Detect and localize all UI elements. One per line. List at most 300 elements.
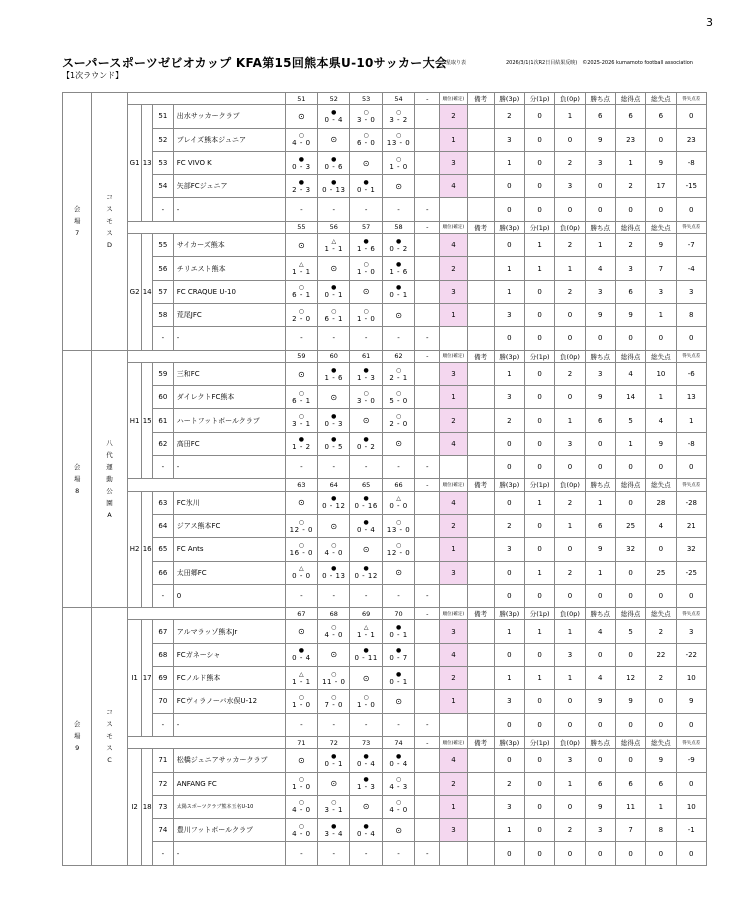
table-row <box>63 713 707 736</box>
table-row <box>63 386 707 409</box>
result-mark: ● <box>331 413 337 421</box>
stat-value: 9 <box>585 538 615 561</box>
match-result: - <box>285 456 317 479</box>
match-score: 0 - 4 <box>324 115 343 124</box>
match-score: 1 - 0 <box>292 700 311 709</box>
result-mark: ○ <box>363 108 369 116</box>
result-mark: ● <box>331 155 337 163</box>
match-score: 2 - 3 <box>292 185 311 194</box>
stat-value: 0 <box>494 175 524 198</box>
stat-header: 勝(3p) <box>494 736 524 748</box>
stat-value: 1 <box>555 514 585 537</box>
match-result <box>382 749 414 772</box>
stat-value: 0 <box>494 234 524 257</box>
match-number-header: 53 <box>350 93 382 105</box>
match-result: - <box>285 327 317 350</box>
stat-value: 6 <box>585 772 615 795</box>
match-score: 2 - 1 <box>389 373 408 382</box>
team-id: 52 <box>152 128 173 151</box>
result-mark: ● <box>298 178 304 186</box>
match-score: 1 - 1 <box>292 268 311 277</box>
match-result <box>415 690 440 713</box>
match-result <box>382 257 414 280</box>
stat-value: 0 <box>525 713 555 736</box>
rank-cell: 2 <box>440 105 467 128</box>
rank-cell: 4 <box>440 175 467 198</box>
stat-header: 備考 <box>467 479 494 491</box>
match-result: - <box>285 198 317 221</box>
team-name: - <box>173 327 285 350</box>
rank-cell: 4 <box>440 749 467 772</box>
match-result <box>382 128 414 151</box>
stat-header: 勝ち点 <box>585 350 615 362</box>
stat-value: 2 <box>494 105 524 128</box>
team-id: - <box>152 198 173 221</box>
stat-value: 0 <box>494 456 524 479</box>
match-score: 11 - 0 <box>322 677 346 686</box>
stat-value: 1 <box>494 819 524 842</box>
stat-value: 6 <box>585 514 615 537</box>
match-result <box>350 772 382 795</box>
table-row <box>63 620 707 643</box>
stat-header: 順位(確定) <box>440 350 467 362</box>
result-mark: △ <box>299 670 304 678</box>
rank-cell: 4 <box>440 234 467 257</box>
stat-value: 0 <box>525 280 555 303</box>
group-header-blank <box>127 736 285 748</box>
header-date-copyright: 2026/3/1(1次R2日目結果反映) ©2025-2026 kumamoto football association <box>506 60 693 66</box>
stat-value: 9 <box>585 690 615 713</box>
match-score: 16 - 0 <box>289 548 314 557</box>
team-id: 55 <box>152 234 173 257</box>
note-cell <box>467 584 494 607</box>
table-row <box>63 491 707 514</box>
match-result <box>350 234 382 257</box>
match-score: 3 - 0 <box>356 396 376 405</box>
stat-value: 0 <box>676 713 706 736</box>
stat-value: 9 <box>585 386 615 409</box>
stat-value: -8 <box>676 151 706 174</box>
match-result <box>382 234 414 257</box>
stat-header: 負(0p) <box>555 608 585 620</box>
match-result <box>318 561 350 584</box>
match-score: 0 - 4 <box>356 525 376 534</box>
rank-cell: 2 <box>440 667 467 690</box>
match-score: 7 - 0 <box>324 700 343 709</box>
match-result <box>415 643 440 666</box>
match-score: 1 - 3 <box>356 373 376 382</box>
stat-header: 得失点差 <box>676 736 706 748</box>
stat-value: 7 <box>646 257 676 280</box>
stat-value: 3 <box>676 280 706 303</box>
match-result: - <box>415 456 440 479</box>
self-match-icon: ⊙ <box>285 749 317 772</box>
stat-value: -9 <box>676 749 706 772</box>
stat-header: 勝ち点 <box>585 608 615 620</box>
stat-header: 順位(確定) <box>440 221 467 233</box>
team-id: 62 <box>152 432 173 455</box>
result-mark: ● <box>331 436 337 444</box>
table-row <box>63 175 707 198</box>
court-cell: コ ス モ ス C <box>92 608 128 866</box>
match-number-header: 67 <box>285 608 317 620</box>
stat-value: 0 <box>525 128 555 151</box>
match-result: - <box>350 327 382 350</box>
match-result <box>285 772 317 795</box>
stat-value: 1 <box>525 561 555 584</box>
match-result <box>285 667 317 690</box>
rank-cell: 1 <box>440 795 467 818</box>
stat-value: 3 <box>585 819 615 842</box>
self-match-icon: ⊙ <box>350 280 382 303</box>
stat-value: 1 <box>494 257 524 280</box>
venue-cell: 会 場 8 <box>63 350 92 608</box>
team-id: 74 <box>152 819 173 842</box>
stat-value: 0 <box>615 584 645 607</box>
match-result <box>285 303 317 326</box>
team-name: 高田FC <box>173 432 285 455</box>
match-result <box>318 491 350 514</box>
match-result <box>382 362 414 385</box>
stat-value: 1 <box>585 491 615 514</box>
stat-value: 0 <box>555 690 585 713</box>
match-result <box>318 749 350 772</box>
match-result <box>415 234 440 257</box>
stat-header: 分(1p) <box>525 350 555 362</box>
stat-header: 勝ち点 <box>585 221 615 233</box>
stat-value: 0 <box>615 198 645 221</box>
stat-value: 2 <box>555 280 585 303</box>
match-result <box>318 362 350 385</box>
match-number-header: 51 <box>285 93 317 105</box>
table-row <box>63 772 707 795</box>
note-cell <box>467 561 494 584</box>
rank-cell: 2 <box>440 257 467 280</box>
match-result <box>415 105 440 128</box>
team-name: サイカーズ熊本 <box>173 234 285 257</box>
stat-header: 総失点 <box>646 736 676 748</box>
rank-cell <box>440 198 467 221</box>
result-mark: ● <box>395 647 402 655</box>
result-mark: ● <box>363 752 369 760</box>
match-score: 3 - 4 <box>324 829 343 838</box>
match-score: 1 - 1 <box>356 631 376 640</box>
stat-value: 0 <box>676 105 706 128</box>
match-number-header: - <box>415 350 440 362</box>
match-result <box>382 795 414 818</box>
team-id: - <box>152 327 173 350</box>
rank-cell: 3 <box>440 819 467 842</box>
stat-value: 9 <box>585 795 615 818</box>
rank-cell <box>440 327 467 350</box>
rank-cell: 4 <box>440 643 467 666</box>
self-match-icon: ⊙ <box>318 128 350 151</box>
stat-value: 2 <box>646 620 676 643</box>
team-id: 51 <box>152 105 173 128</box>
result-mark: ○ <box>395 518 402 526</box>
stat-header: 勝(3p) <box>494 350 524 362</box>
stat-value: 6 <box>615 280 645 303</box>
group-number: 18 <box>142 749 152 865</box>
team-name: - <box>173 198 285 221</box>
self-match-icon: ⊙ <box>285 362 317 385</box>
match-score: 2 - 0 <box>292 314 311 323</box>
stat-header: 勝ち点 <box>585 479 615 491</box>
stat-value: 2 <box>555 362 585 385</box>
rank-cell <box>440 584 467 607</box>
result-mark: ● <box>363 776 369 784</box>
stat-value: 0 <box>525 303 555 326</box>
group-header-blank <box>127 350 285 362</box>
table-row <box>63 667 707 690</box>
stat-value: 3 <box>494 303 524 326</box>
stat-value: 0 <box>585 713 615 736</box>
note-cell <box>467 303 494 326</box>
match-score: 3 - 2 <box>389 115 408 124</box>
note-cell <box>467 772 494 795</box>
self-match-icon: ⊙ <box>318 514 350 537</box>
team-name: - <box>173 713 285 736</box>
result-mark: ○ <box>363 693 369 701</box>
match-score: 4 - 0 <box>324 631 343 640</box>
stat-value: 0 <box>525 362 555 385</box>
stat-header: 得失点差 <box>676 221 706 233</box>
result-mark: ● <box>298 155 304 163</box>
stat-value: 0 <box>525 175 555 198</box>
result-mark: △ <box>299 565 304 573</box>
match-result: - <box>382 713 414 736</box>
stat-value: 4 <box>585 620 615 643</box>
team-name: チリエスト熊本 <box>173 257 285 280</box>
stat-value: -1 <box>676 819 706 842</box>
match-number-header: 52 <box>318 93 350 105</box>
stat-value: 3 <box>494 538 524 561</box>
group-header-row <box>63 93 707 105</box>
stat-value: 3 <box>494 386 524 409</box>
team-id: 71 <box>152 749 173 772</box>
group-header-row <box>63 479 707 491</box>
note-cell <box>467 819 494 842</box>
match-score: 6 - 0 <box>356 139 376 148</box>
match-result <box>318 667 350 690</box>
team-id: 58 <box>152 303 173 326</box>
stat-header: 負(0p) <box>555 736 585 748</box>
match-score: 4 - 0 <box>292 806 311 815</box>
stat-value: 0 <box>585 432 615 455</box>
stat-value: 3 <box>555 749 585 772</box>
match-result: - <box>318 327 350 350</box>
stat-value: 28 <box>646 491 676 514</box>
stat-header: 勝(3p) <box>494 479 524 491</box>
match-score: 0 - 1 <box>324 291 343 300</box>
stat-value: 9 <box>646 749 676 772</box>
stat-value: 9 <box>646 432 676 455</box>
match-score: 1 - 2 <box>292 443 311 452</box>
team-name: FCノルド熊本 <box>173 667 285 690</box>
stat-header: 総得点 <box>615 479 645 491</box>
stat-value: 9 <box>676 690 706 713</box>
match-score: 0 - 4 <box>356 759 376 768</box>
stat-value: 0 <box>646 690 676 713</box>
stat-value: 0 <box>494 643 524 666</box>
rank-cell: 3 <box>440 362 467 385</box>
stat-value: 8 <box>646 819 676 842</box>
stat-value: -8 <box>676 432 706 455</box>
stat-value: 2 <box>494 772 524 795</box>
page-number: 3 <box>706 16 713 29</box>
stat-value: 0 <box>525 749 555 772</box>
stat-value: 4 <box>646 514 676 537</box>
note-cell <box>467 280 494 303</box>
result-mark: ● <box>395 261 402 269</box>
table-row <box>63 456 707 479</box>
match-number-header: 64 <box>318 479 350 491</box>
stat-value: 1 <box>615 151 645 174</box>
group-label: G1 <box>127 105 142 221</box>
stat-value: 1 <box>555 620 585 643</box>
stat-value: 1 <box>646 795 676 818</box>
stat-value: 0 <box>555 842 585 865</box>
team-name: FC VIVO K <box>173 151 285 174</box>
match-score: 3 - 0 <box>356 115 376 124</box>
stat-value: 0 <box>555 386 585 409</box>
result-mark: ● <box>331 366 337 374</box>
note-cell <box>467 842 494 865</box>
stat-header: 得失点差 <box>676 93 706 105</box>
team-name: FCガネーシャ <box>173 643 285 666</box>
rank-cell: 1 <box>440 386 467 409</box>
stat-value: -22 <box>676 643 706 666</box>
table-row <box>63 257 707 280</box>
stat-value: 0 <box>525 432 555 455</box>
match-result: - <box>350 713 382 736</box>
result-mark: ● <box>395 237 402 245</box>
match-score: 6 - 1 <box>292 396 311 405</box>
result-mark: ● <box>331 108 337 116</box>
match-result <box>415 362 440 385</box>
result-mark: ○ <box>395 799 402 807</box>
team-name: 三和FC <box>173 362 285 385</box>
group-number: 15 <box>142 362 152 478</box>
result-mark: ○ <box>363 389 369 397</box>
match-number-header: 66 <box>382 479 414 491</box>
stat-value: 2 <box>615 175 645 198</box>
stat-value: 32 <box>615 538 645 561</box>
table-row <box>63 198 707 221</box>
match-score: 1 - 0 <box>356 314 376 323</box>
table-top-row <box>63 81 707 93</box>
match-score: 6 - 1 <box>324 314 343 323</box>
stat-value: 0 <box>646 456 676 479</box>
group-header-blank <box>127 608 285 620</box>
stat-value: 32 <box>676 538 706 561</box>
result-mark: ○ <box>298 413 304 421</box>
match-number-header: 69 <box>350 608 382 620</box>
stat-value: 0 <box>585 842 615 865</box>
match-number-header: 60 <box>318 350 350 362</box>
team-id: 53 <box>152 151 173 174</box>
match-result <box>285 257 317 280</box>
result-mark: ● <box>363 366 369 374</box>
stat-value: 9 <box>585 303 615 326</box>
stat-value: 9 <box>615 303 645 326</box>
team-name: FCヴィラノーバ水俣U-12 <box>173 690 285 713</box>
result-mark: ● <box>395 670 402 678</box>
self-match-icon: ⊙ <box>382 175 414 198</box>
match-number-header: 72 <box>318 736 350 748</box>
team-id: 70 <box>152 690 173 713</box>
match-result <box>382 151 414 174</box>
match-result <box>350 491 382 514</box>
stat-value: 7 <box>615 819 645 842</box>
result-mark: ○ <box>395 413 402 421</box>
team-id: 64 <box>152 514 173 537</box>
team-id: 54 <box>152 175 173 198</box>
team-name: アルマラッゾ熊本Jr <box>173 620 285 643</box>
table-row <box>63 362 707 385</box>
match-result: - <box>318 713 350 736</box>
group-header-blank <box>127 221 285 233</box>
self-match-icon: ⊙ <box>318 643 350 666</box>
match-number-header: - <box>415 736 440 748</box>
result-mark: ○ <box>298 132 304 140</box>
self-match-icon: ⊙ <box>285 105 317 128</box>
match-result <box>350 432 382 455</box>
match-score: 13 - 0 <box>386 139 411 148</box>
match-result: - <box>318 456 350 479</box>
round-label: 【1次ラウンド】 <box>62 71 124 80</box>
match-result <box>318 105 350 128</box>
match-result <box>318 538 350 561</box>
team-id: 65 <box>152 538 173 561</box>
match-result <box>350 819 382 842</box>
team-name: - <box>173 842 285 865</box>
match-result <box>318 409 350 432</box>
stat-header: 総失点 <box>646 608 676 620</box>
match-number-header: 54 <box>382 93 414 105</box>
match-score: 0 - 2 <box>389 244 408 253</box>
match-score: 4 - 0 <box>292 829 311 838</box>
result-mark: ● <box>395 624 402 632</box>
match-result: - <box>318 584 350 607</box>
table-row <box>63 105 707 128</box>
document-title: スーパースポーツゼビオカップ KFA第15回熊本県U-10サッカー大会 <box>62 56 448 70</box>
match-score: 0 - 4 <box>356 829 376 838</box>
match-result <box>415 538 440 561</box>
stat-value: 0 <box>494 491 524 514</box>
team-name: 太陽スポーツクラブ熊本玉名U-10 <box>173 795 285 818</box>
team-name: ハートフットボールクラブ <box>173 409 285 432</box>
stat-value: 4 <box>646 409 676 432</box>
stat-value: 0 <box>494 584 524 607</box>
result-mark: ● <box>395 752 402 760</box>
match-result <box>350 105 382 128</box>
match-result: - <box>415 584 440 607</box>
stat-value: 8 <box>676 303 706 326</box>
stat-value: 3 <box>585 151 615 174</box>
table-row <box>63 128 707 151</box>
match-result <box>350 362 382 385</box>
match-score: 0 - 1 <box>389 677 408 686</box>
match-result <box>415 819 440 842</box>
table-row <box>63 819 707 842</box>
table-row <box>63 280 707 303</box>
match-score: 0 - 3 <box>292 162 311 171</box>
result-mark: ● <box>363 822 369 830</box>
team-name: 松橋ジュニアサッカークラブ <box>173 749 285 772</box>
stat-value: 0 <box>555 303 585 326</box>
stat-value: 21 <box>676 514 706 537</box>
